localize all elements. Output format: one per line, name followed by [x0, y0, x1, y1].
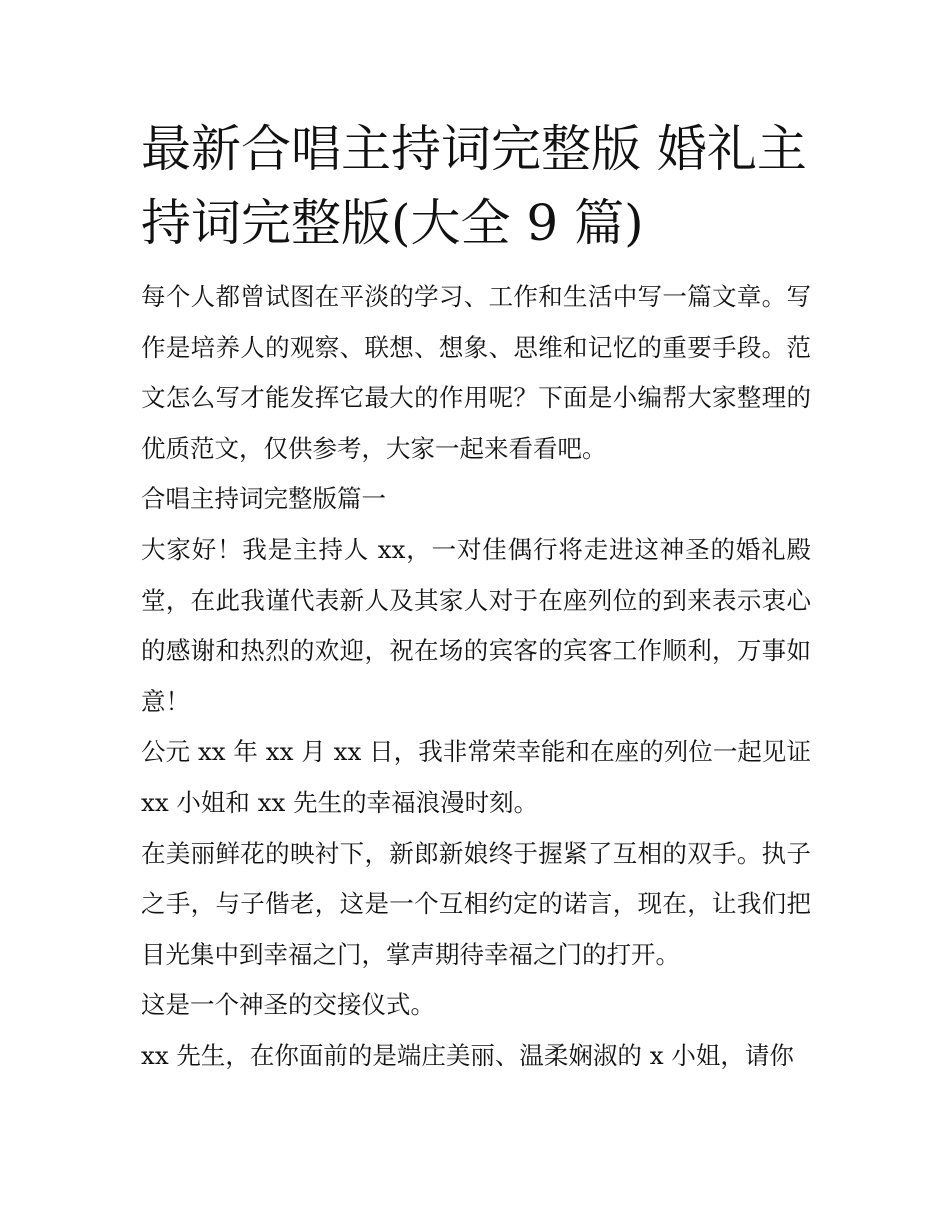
body-paragraph: 这是一个神圣的交接仪式。	[141, 990, 435, 1020]
body-paragraph: 在美丽鲜花的映衬下，新郎新娘终于握紧了互相的双手。执子之手，与子偕老，这是一个互相约定的诺言，现在，让我们把目光集中到幸福之门，掌声期待幸福之门的打开。	[141, 838, 811, 969]
document-page	[141, 112, 811, 1082]
document-title: 最新合唱主持词完整版 婚礼主持词完整版(大全 9 篇)	[141, 120, 807, 252]
document-body	[141, 272, 811, 1082]
body-paragraph: 公元 xx 年 xx 月 xx 日，我非常荣幸能和在座的列位一起见证 xx 小姐和 xx 先生的幸福浪漫时刻。	[141, 737, 811, 817]
body-paragraph: 大家好！我是主持人 xx，一对佳偶行将走进这神圣的婚礼殿堂，在此我谨代表新人及其家人对于在座列位的到来表示衷心的感谢和热烈的欢迎，祝在场的宾客的宾客工作顺利，万事如意！	[141, 534, 811, 716]
section-heading: 合唱主持词完整版篇一	[141, 484, 386, 514]
body-paragraph: xx 先生，在你面前的是端庄美丽、温柔娴淑的 x 小姐，请你	[141, 1040, 794, 1070]
intro-paragraph: 每个人都曾试图在平淡的学习、工作和生活中写一篇文章。写作是培养人的观察、联想、想象、思维和记忆的重要手段。范文怎么写才能发挥它最大的作用呢？下面是小编帮大家整理的优质范文，仅供参考，大家一起来看看吧。	[141, 282, 811, 463]
